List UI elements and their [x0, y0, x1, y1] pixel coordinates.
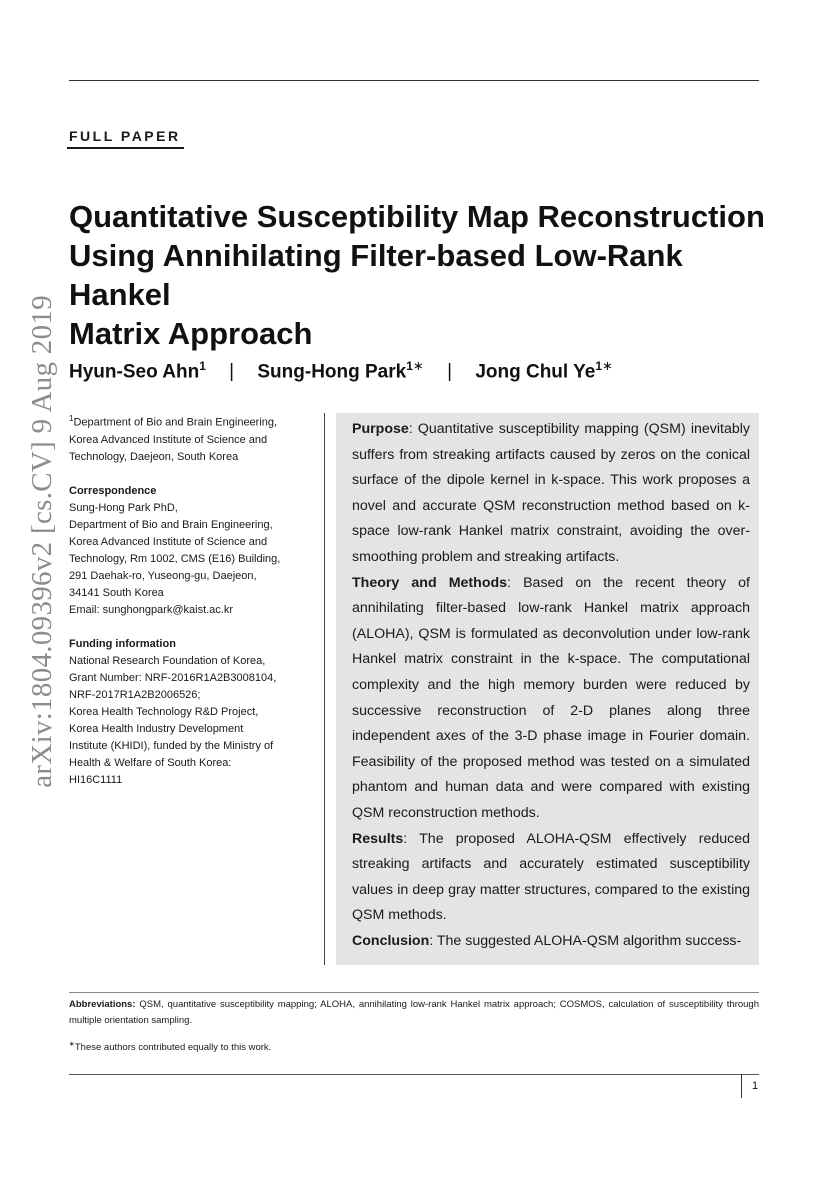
correspondence-heading: Correspondence	[69, 484, 157, 497]
page-number: 1	[752, 1080, 759, 1092]
funding-line: National Research Foundation of Korea,	[69, 654, 266, 667]
funding-line: HI16C1111	[69, 773, 123, 786]
affiliation-line: Korea Advanced Institute of Science and	[69, 433, 268, 446]
footnote-text: These authors contributed equally to this work.	[74, 1042, 272, 1054]
author-name: Sung-Hong Park	[257, 361, 407, 383]
abstract-purpose-label: Purpose	[352, 421, 409, 437]
author-separator: |	[447, 361, 453, 383]
title-line: Using Annihilating Filter-based Low-Rank Hankel	[69, 238, 683, 312]
abstract-conclusion-text: : The suggested ALOHA-QSM algorithm success-	[429, 932, 742, 949]
author-affiliation-marker: 1	[406, 359, 413, 373]
correspondence-line: Department of Bio and Brain Engineering,	[69, 518, 273, 531]
abstract-methods-text: : Based on the recent theory of annihilating filter-based low-rank Hankel matrix approach (ALOHA), QSM is formulated as deconvolution under low-rank Hankel matrix constraint in the k-space. The computational complexity and the high memory burden were reduced by successive reconstruction of 2-D planes along three independent axes of the 3-D phase image in Fourier domain. Feasibility of the proposed method was tested on a simulated phantom and human data and were compared with existing QSM reconstruction methods.	[352, 574, 750, 821]
funding-line: Korea Health Industry Development	[69, 722, 244, 735]
funding-heading: Funding information	[69, 637, 176, 650]
author-list	[69, 358, 613, 383]
author-name: Hyun-Seo Ahn	[69, 361, 200, 383]
abstract-methods	[352, 571, 750, 827]
abstract-results-text: : The proposed ALOHA-QSM effectively reduced streaking artifacts and accurately estimated susceptibility values in deep gray matter structures, compared to the existing QSM methods.	[352, 830, 750, 924]
correspondence-line: Korea Advanced Institute of Science and	[69, 535, 268, 548]
abstract-methods-label: Theory and Methods	[352, 574, 508, 591]
author-affiliation-marker: 1	[199, 359, 206, 373]
column-divider	[324, 413, 325, 965]
footer-rule	[69, 992, 759, 993]
title-line: Quantitative Susceptibility Map Reconstruction	[69, 199, 765, 234]
funding-line: Health & Welfare of South Korea:	[69, 756, 232, 769]
author-separator: |	[229, 361, 235, 383]
bottom-rule	[69, 1074, 759, 1075]
abbreviations-text: QSM, quantitative susceptibility mapping; ALOHA, annihilating low-rank Hankel matrix approach; COSMOS, calculation of susceptibility through multiple orientation sampling.	[69, 999, 759, 1026]
abstract-purpose-text: : Quantitative susceptibility mapping (QSM) inevitably suffers from streaking artifacts caused by zeros on the conical surface of the dipole kernel in k-space. This work proposes a novel and accurate QSM reconstruction method based on k-space low-rank Hankel matrix constraint, avoiding the over-smoothing problem and streaking artifacts.	[352, 421, 750, 565]
affiliation-marker: 1	[69, 414, 74, 423]
title-line: Matrix Approach	[69, 316, 313, 351]
arxiv-stamp-text: arXiv:1804.09396v2 [cs.CV] 9 Aug 2019	[25, 295, 58, 788]
abstract	[352, 417, 750, 954]
funding-block	[69, 636, 304, 789]
footnote	[69, 1040, 271, 1053]
correspondence-email: Email: sunghongpark@kaist.ac.kr	[69, 603, 234, 616]
arxiv-stamp	[22, 198, 62, 788]
metadata-column	[69, 410, 304, 806]
correspondence-line: 291 Daehak-ro, Yuseong-gu, Daejeon,	[69, 569, 257, 582]
abbreviations	[69, 997, 759, 1029]
affiliation-line: Technology, Daejeon, South Korea	[69, 450, 239, 463]
correspondence-line: Sung-Hong Park PhD,	[69, 501, 178, 514]
author-name: Jong Chul Ye	[475, 361, 596, 383]
funding-line: NRF-2017R1A2B2006526;	[69, 688, 201, 701]
footnote-marker: ∗	[69, 1041, 75, 1048]
top-rule	[69, 80, 759, 81]
funding-line: Grant Number: NRF-2016R1A2B3008104,	[69, 671, 277, 684]
correspondence-block	[69, 483, 304, 619]
abbreviations-label: Abbreviations:	[69, 999, 136, 1010]
correspondence-line: 34141 South Korea	[69, 586, 164, 599]
abstract-conclusion-label: Conclusion	[352, 932, 430, 949]
section-label-underline	[67, 147, 184, 149]
affiliation-block	[69, 410, 304, 466]
equal-contribution-mark: ∗	[602, 358, 613, 373]
affiliation-line: Department of Bio and Brain Engineering,	[73, 416, 278, 429]
funding-line: Institute (KHIDI), funded by the Ministry of	[69, 739, 274, 752]
correspondence-line: Technology, Rm 1002, CMS (E16) Building,	[69, 552, 281, 565]
page-number-divider	[741, 1074, 742, 1098]
abstract-results	[352, 827, 750, 929]
author-affiliation-marker: 1	[595, 359, 603, 373]
funding-line: Korea Health Technology R&D Project,	[69, 705, 259, 718]
abstract-purpose	[352, 417, 750, 571]
section-label: FULL PAPER	[69, 128, 181, 144]
abstract-conclusion	[352, 929, 750, 955]
paper-title	[69, 197, 769, 353]
equal-contribution-mark: ∗	[412, 358, 424, 373]
abstract-results-label: Results	[352, 830, 404, 847]
